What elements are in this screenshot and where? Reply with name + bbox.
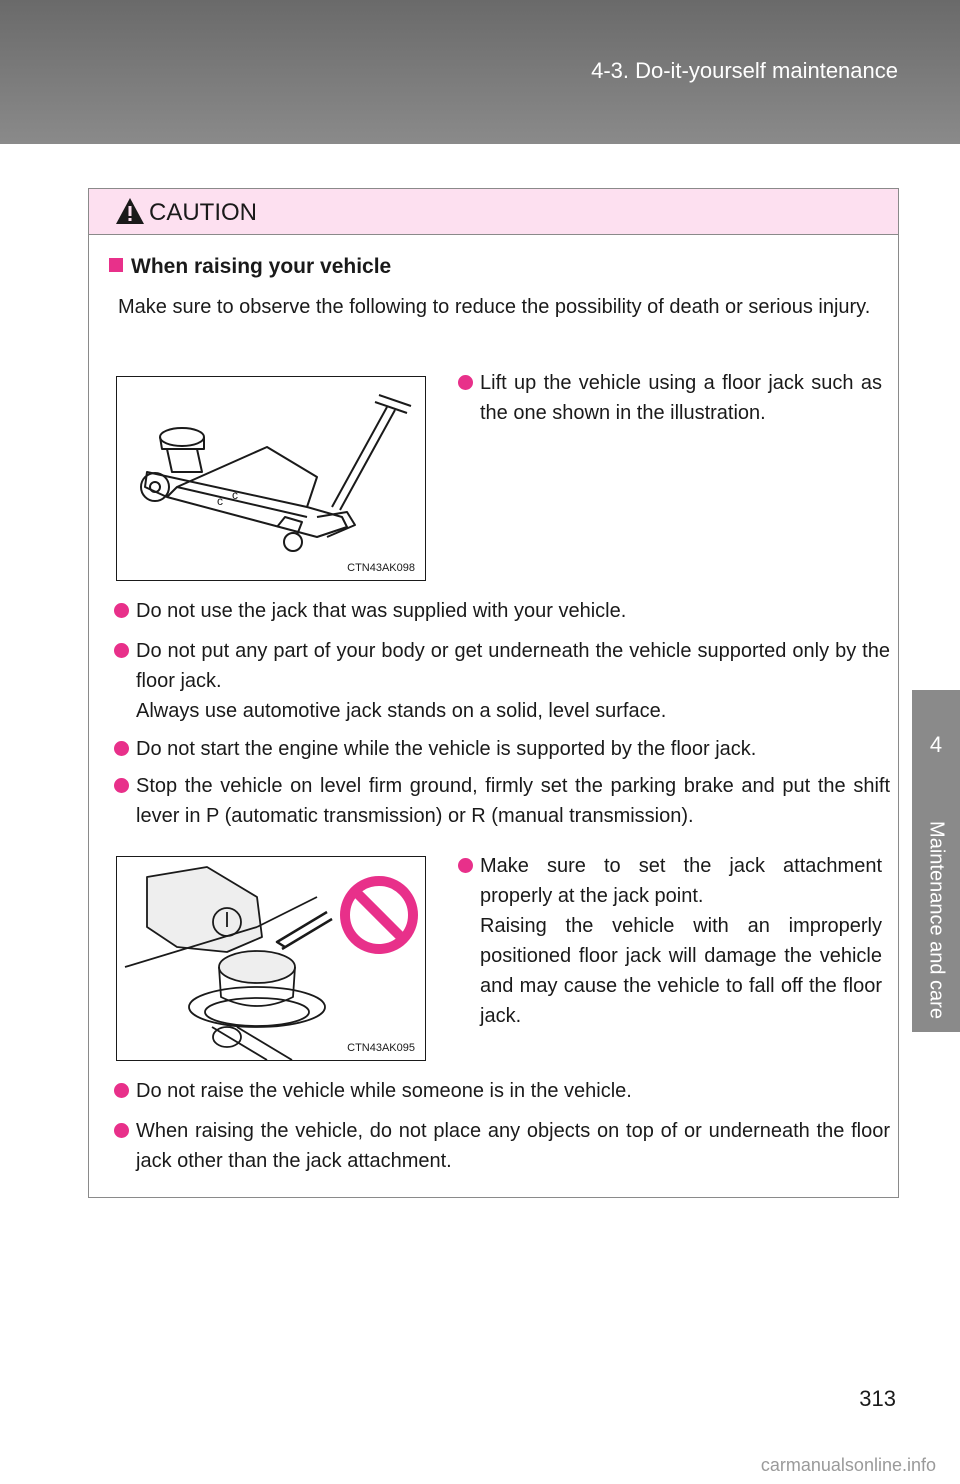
bullet-item bbox=[136, 636, 890, 726]
floor-jack-illustration bbox=[116, 376, 426, 581]
bullet-text: Do not start the engine while the vehicle is supported by the floor jack. bbox=[136, 738, 757, 760]
bullet-item bbox=[136, 596, 890, 626]
bullet-item bbox=[480, 851, 882, 1031]
bullet-text: Make sure to set the jack attachment properly at the jack point. bbox=[480, 855, 882, 907]
figure-code: CTN43AK095 bbox=[347, 1042, 415, 1054]
bullet-dot-icon bbox=[458, 858, 473, 873]
square-bullet-icon bbox=[109, 258, 123, 272]
bullet-item bbox=[136, 1116, 890, 1176]
chapter-number: 4 bbox=[929, 732, 943, 757]
side-chapter-tab bbox=[912, 690, 960, 1032]
caution-title: CAUTION bbox=[149, 199, 257, 226]
caution-header bbox=[89, 189, 898, 235]
warning-triangle-icon bbox=[115, 197, 145, 225]
bullet-item bbox=[136, 734, 890, 764]
bullet-text: Do not put any part of your body or get underneath the vehicle supported only by the floor jack. bbox=[136, 640, 890, 692]
jack-attachment-drawing bbox=[117, 857, 425, 1060]
bullet-text: Lift up the vehicle using a floor jack such as the one shown in the illustration. bbox=[480, 372, 882, 424]
bullet-text-continued: Always use automotive jack stands on a solid, level surface. bbox=[136, 700, 667, 722]
page-header bbox=[0, 0, 960, 144]
bullet-dot-icon bbox=[114, 1083, 129, 1098]
bullet-item bbox=[136, 771, 890, 831]
watermark: carmanualsonline.info bbox=[760, 1455, 936, 1475]
bullet-dot-icon bbox=[114, 643, 129, 658]
page-number: 313 bbox=[859, 1386, 896, 1411]
bullet-text: When raising the vehicle, do not place any objects on top of or underneath the floor jack other than the jack attachment. bbox=[136, 1120, 890, 1172]
jack-attachment-illustration bbox=[116, 856, 426, 1061]
bullet-dot-icon bbox=[458, 375, 473, 390]
bullet-item bbox=[136, 1076, 890, 1106]
section-title: When raising your vehicle bbox=[131, 255, 392, 278]
bullet-text: Do not raise the vehicle while someone is in the vehicle. bbox=[136, 1080, 632, 1102]
intro-text: Make sure to observe the following to reduce the possibility of death or serious injury. bbox=[118, 296, 871, 318]
svg-text:c: c bbox=[232, 488, 238, 502]
bullet-text: Do not use the jack that was supplied with your vehicle. bbox=[136, 600, 627, 622]
floor-jack-drawing bbox=[117, 377, 425, 580]
prohibition-icon bbox=[345, 881, 413, 949]
bullet-dot-icon bbox=[114, 1123, 129, 1138]
chapter-label: Maintenance and care bbox=[925, 821, 948, 1019]
figure-code: CTN43AK098 bbox=[347, 562, 415, 574]
bullet-text: Stop the vehicle on level firm ground, firmly set the parking brake and put the shift lever in P (automatic transmission) or R (manual transmission). bbox=[136, 775, 890, 827]
header-title: 4-3. Do-it-yourself maintenance bbox=[591, 58, 898, 83]
svg-text:c: c bbox=[217, 494, 223, 508]
bullet-dot-icon bbox=[114, 603, 129, 618]
bullet-dot-icon bbox=[114, 778, 129, 793]
caution-box bbox=[88, 188, 899, 1198]
bullet-text-continued: Raising the vehicle with an improperly positioned floor jack will damage the vehicle and may cause the vehicle to fall off the floor jack. bbox=[480, 915, 882, 1027]
bullet-dot-icon bbox=[114, 741, 129, 756]
section-heading bbox=[109, 255, 391, 279]
bullet-item bbox=[480, 368, 882, 428]
